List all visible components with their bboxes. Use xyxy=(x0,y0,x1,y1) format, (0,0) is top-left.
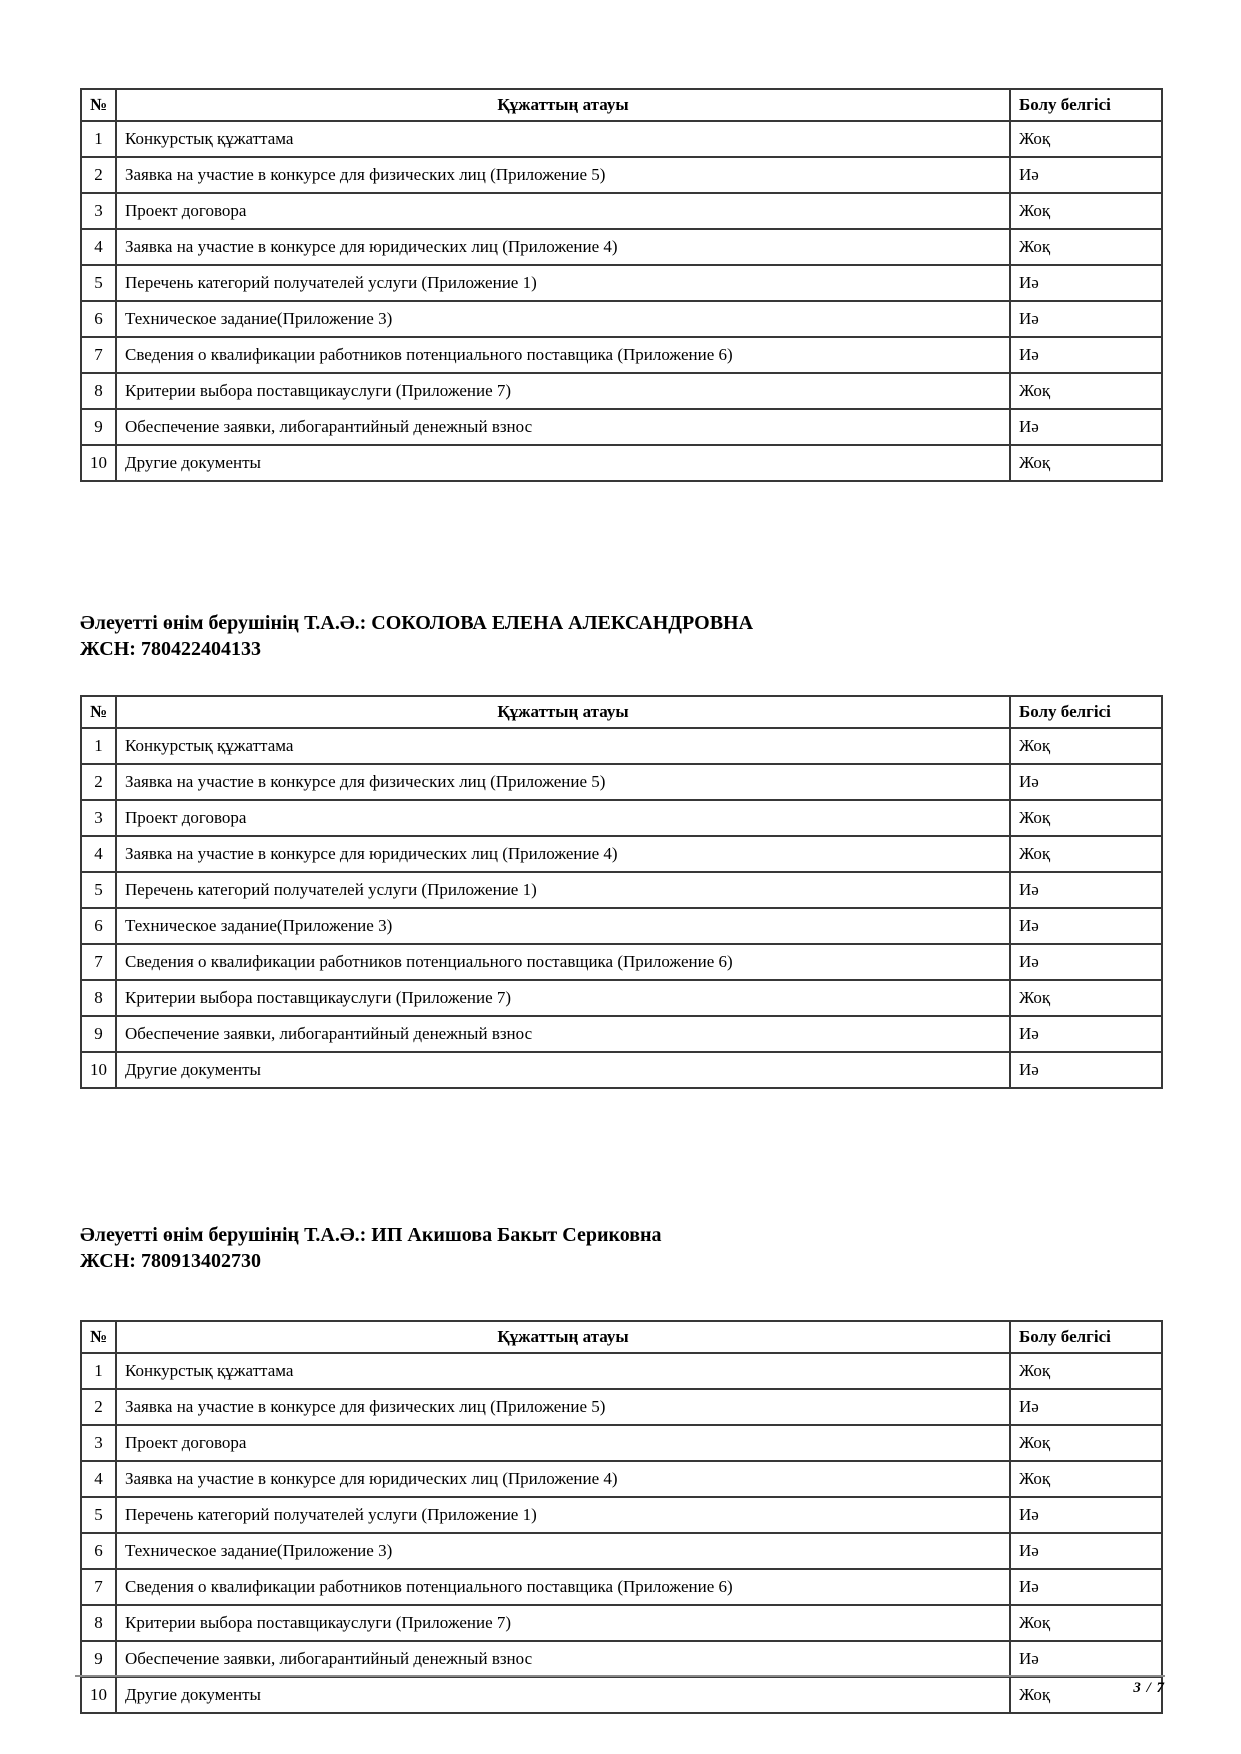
table-row xyxy=(81,337,1162,373)
cell-presence-mark: Жоқ xyxy=(1010,1461,1162,1497)
cell-row-number: 10 xyxy=(81,1052,116,1088)
table-row xyxy=(81,836,1162,872)
supplier-heading xyxy=(80,610,1163,662)
cell-row-number: 6 xyxy=(81,301,116,337)
cell-presence-mark: Жоқ xyxy=(1010,728,1162,764)
cell-document-name: Проект договора xyxy=(116,1425,1010,1461)
cell-presence-mark: Жоқ xyxy=(1010,800,1162,836)
cell-document-name: Перечень категорий получателей услуги (Приложение 1) xyxy=(116,1497,1010,1533)
cell-document-name: Заявка на участие в конкурсе для юридических лиц (Приложение 4) xyxy=(116,1461,1010,1497)
cell-document-name: Перечень категорий получателей услуги (Приложение 1) xyxy=(116,872,1010,908)
cell-document-name: Техническое задание(Приложение 3) xyxy=(116,301,1010,337)
cell-presence-mark: Жоқ xyxy=(1010,1425,1162,1461)
cell-presence-mark: Иә xyxy=(1010,301,1162,337)
col-header-document-name: Құжаттың атауы xyxy=(116,89,1010,121)
col-header-number: № xyxy=(81,1321,116,1353)
cell-document-name: Критерии выбора поставщикауслуги (Приложение 7) xyxy=(116,980,1010,1016)
cell-presence-mark: Иә xyxy=(1010,1052,1162,1088)
cell-document-name: Техническое задание(Приложение 3) xyxy=(116,908,1010,944)
cell-presence-mark: Жоқ xyxy=(1010,229,1162,265)
cell-row-number: 9 xyxy=(81,409,116,445)
documents-table-2 xyxy=(80,695,1163,1089)
cell-document-name: Другие документы xyxy=(116,1677,1010,1713)
cell-document-name: Заявка на участие в конкурсе для юридических лиц (Приложение 4) xyxy=(116,836,1010,872)
col-header-document-name: Құжаттың атауы xyxy=(116,1321,1010,1353)
cell-presence-mark: Иә xyxy=(1010,872,1162,908)
cell-presence-mark: Жоқ xyxy=(1010,373,1162,409)
table-row xyxy=(81,301,1162,337)
table-row xyxy=(81,445,1162,481)
cell-row-number: 6 xyxy=(81,1533,116,1569)
cell-document-name: Заявка на участие в конкурсе для физических лиц (Приложение 5) xyxy=(116,764,1010,800)
table-row xyxy=(81,800,1162,836)
cell-row-number: 9 xyxy=(81,1016,116,1052)
cell-row-number: 8 xyxy=(81,373,116,409)
cell-presence-mark: Иә xyxy=(1010,1389,1162,1425)
cell-presence-mark: Иә xyxy=(1010,1497,1162,1533)
cell-document-name: Обеспечение заявки, либогарантийный денежный взнос xyxy=(116,1641,1010,1677)
cell-presence-mark: Жоқ xyxy=(1010,836,1162,872)
cell-document-name: Критерии выбора поставщикауслуги (Приложение 7) xyxy=(116,373,1010,409)
supplier-iin-line: ЖСН: 780422404133 xyxy=(80,638,261,660)
cell-row-number: 1 xyxy=(81,1353,116,1389)
cell-presence-mark: Иә xyxy=(1010,1533,1162,1569)
cell-document-name: Критерии выбора поставщикауслуги (Приложение 7) xyxy=(116,1605,1010,1641)
cell-row-number: 7 xyxy=(81,1569,116,1605)
table-row xyxy=(81,1389,1162,1425)
table-row xyxy=(81,1052,1162,1088)
col-header-document-name: Құжаттың атауы xyxy=(116,696,1010,728)
cell-presence-mark: Иә xyxy=(1010,764,1162,800)
cell-document-name: Конкурстық құжаттама xyxy=(116,121,1010,157)
cell-row-number: 3 xyxy=(81,1425,116,1461)
supplier-section-2 xyxy=(80,610,1163,1089)
cell-row-number: 7 xyxy=(81,944,116,980)
cell-row-number: 4 xyxy=(81,1461,116,1497)
cell-document-name: Проект договора xyxy=(116,193,1010,229)
cell-presence-mark: Иә xyxy=(1010,1016,1162,1052)
footer-divider xyxy=(75,1675,1165,1677)
cell-presence-mark: Жоқ xyxy=(1010,1353,1162,1389)
table-row xyxy=(81,1353,1162,1389)
cell-row-number: 6 xyxy=(81,908,116,944)
cell-row-number: 7 xyxy=(81,337,116,373)
table-row xyxy=(81,872,1162,908)
cell-presence-mark: Иә xyxy=(1010,1569,1162,1605)
documents-table-1 xyxy=(80,88,1163,482)
cell-presence-mark: Иә xyxy=(1010,157,1162,193)
cell-row-number: 5 xyxy=(81,1497,116,1533)
documents-table-3 xyxy=(80,1320,1163,1714)
cell-document-name: Заявка на участие в конкурсе для физических лиц (Приложение 5) xyxy=(116,157,1010,193)
table-row xyxy=(81,764,1162,800)
cell-row-number: 5 xyxy=(81,872,116,908)
table-header-row xyxy=(81,696,1162,728)
table-row xyxy=(81,1497,1162,1533)
cell-presence-mark: Жоқ xyxy=(1010,193,1162,229)
cell-document-name: Конкурстық құжаттама xyxy=(116,728,1010,764)
col-header-number: № xyxy=(81,89,116,121)
cell-presence-mark: Жоқ xyxy=(1010,1605,1162,1641)
cell-row-number: 4 xyxy=(81,836,116,872)
table-row xyxy=(81,1016,1162,1052)
col-header-number: № xyxy=(81,696,116,728)
page-number: 3 / 7 xyxy=(1133,1680,1165,1696)
cell-document-name: Сведения о квалификации работников потенциального поставщика (Приложение 6) xyxy=(116,337,1010,373)
table-row xyxy=(81,229,1162,265)
cell-row-number: 4 xyxy=(81,229,116,265)
table-row xyxy=(81,908,1162,944)
table-row xyxy=(81,373,1162,409)
cell-row-number: 1 xyxy=(81,728,116,764)
col-header-presence-mark: Болу белгісі xyxy=(1010,1321,1162,1353)
cell-row-number: 9 xyxy=(81,1641,116,1677)
cell-row-number: 1 xyxy=(81,121,116,157)
cell-presence-mark: Иә xyxy=(1010,944,1162,980)
cell-document-name: Заявка на участие в конкурсе для физических лиц (Приложение 5) xyxy=(116,1389,1010,1425)
cell-row-number: 2 xyxy=(81,157,116,193)
cell-document-name: Сведения о квалификации работников потенциального поставщика (Приложение 6) xyxy=(116,1569,1010,1605)
supplier-section-1 xyxy=(80,88,1163,482)
table-row xyxy=(81,728,1162,764)
table-row xyxy=(81,1569,1162,1605)
cell-document-name: Техническое задание(Приложение 3) xyxy=(116,1533,1010,1569)
cell-row-number: 10 xyxy=(81,1677,116,1713)
cell-presence-mark: Иә xyxy=(1010,409,1162,445)
table-header-row xyxy=(81,1321,1162,1353)
cell-presence-mark: Иә xyxy=(1010,337,1162,373)
cell-presence-mark: Жоқ xyxy=(1010,1677,1162,1713)
table-row xyxy=(81,193,1162,229)
col-header-presence-mark: Болу белгісі xyxy=(1010,696,1162,728)
cell-document-name: Обеспечение заявки, либогарантийный денежный взнос xyxy=(116,409,1010,445)
supplier-heading xyxy=(80,1222,1163,1274)
table-header-row xyxy=(81,89,1162,121)
cell-document-name: Другие документы xyxy=(116,445,1010,481)
cell-presence-mark: Иә xyxy=(1010,265,1162,301)
cell-presence-mark: Жоқ xyxy=(1010,121,1162,157)
table-row xyxy=(81,1605,1162,1641)
cell-presence-mark: Иә xyxy=(1010,908,1162,944)
supplier-name-line: Әлеуетті өнім берушінің Т.А.Ә.: ИП Акишова Бакыт Сериковна xyxy=(80,1224,662,1246)
cell-row-number: 5 xyxy=(81,265,116,301)
table-row xyxy=(81,121,1162,157)
cell-document-name: Сведения о квалификации работников потенциального поставщика (Приложение 6) xyxy=(116,944,1010,980)
cell-row-number: 3 xyxy=(81,800,116,836)
cell-row-number: 2 xyxy=(81,764,116,800)
table-row xyxy=(81,409,1162,445)
supplier-name-line: Әлеуетті өнім берушінің Т.А.Ә.: СОКОЛОВА ЕЛЕНА АЛЕКСАНДРОВНА xyxy=(80,612,754,634)
cell-presence-mark: Жоқ xyxy=(1010,445,1162,481)
table-row xyxy=(81,1641,1162,1677)
cell-presence-mark: Иә xyxy=(1010,1641,1162,1677)
cell-presence-mark: Жоқ xyxy=(1010,980,1162,1016)
table-row xyxy=(81,1533,1162,1569)
table-row xyxy=(81,980,1162,1016)
table-row xyxy=(81,265,1162,301)
cell-document-name: Конкурстық құжаттама xyxy=(116,1353,1010,1389)
cell-document-name: Заявка на участие в конкурсе для юридических лиц (Приложение 4) xyxy=(116,229,1010,265)
cell-document-name: Перечень категорий получателей услуги (Приложение 1) xyxy=(116,265,1010,301)
cell-document-name: Проект договора xyxy=(116,800,1010,836)
cell-row-number: 2 xyxy=(81,1389,116,1425)
supplier-iin-line: ЖСН: 780913402730 xyxy=(80,1250,261,1272)
table-row xyxy=(81,1425,1162,1461)
cell-row-number: 10 xyxy=(81,445,116,481)
cell-row-number: 8 xyxy=(81,980,116,1016)
cell-document-name: Обеспечение заявки, либогарантийный денежный взнос xyxy=(116,1016,1010,1052)
page-footer xyxy=(75,1675,1165,1697)
table-row xyxy=(81,157,1162,193)
col-header-presence-mark: Болу белгісі xyxy=(1010,89,1162,121)
supplier-section-3 xyxy=(80,1222,1163,1714)
cell-document-name: Другие документы xyxy=(116,1052,1010,1088)
cell-row-number: 8 xyxy=(81,1605,116,1641)
cell-row-number: 3 xyxy=(81,193,116,229)
table-row xyxy=(81,1461,1162,1497)
table-row xyxy=(81,944,1162,980)
